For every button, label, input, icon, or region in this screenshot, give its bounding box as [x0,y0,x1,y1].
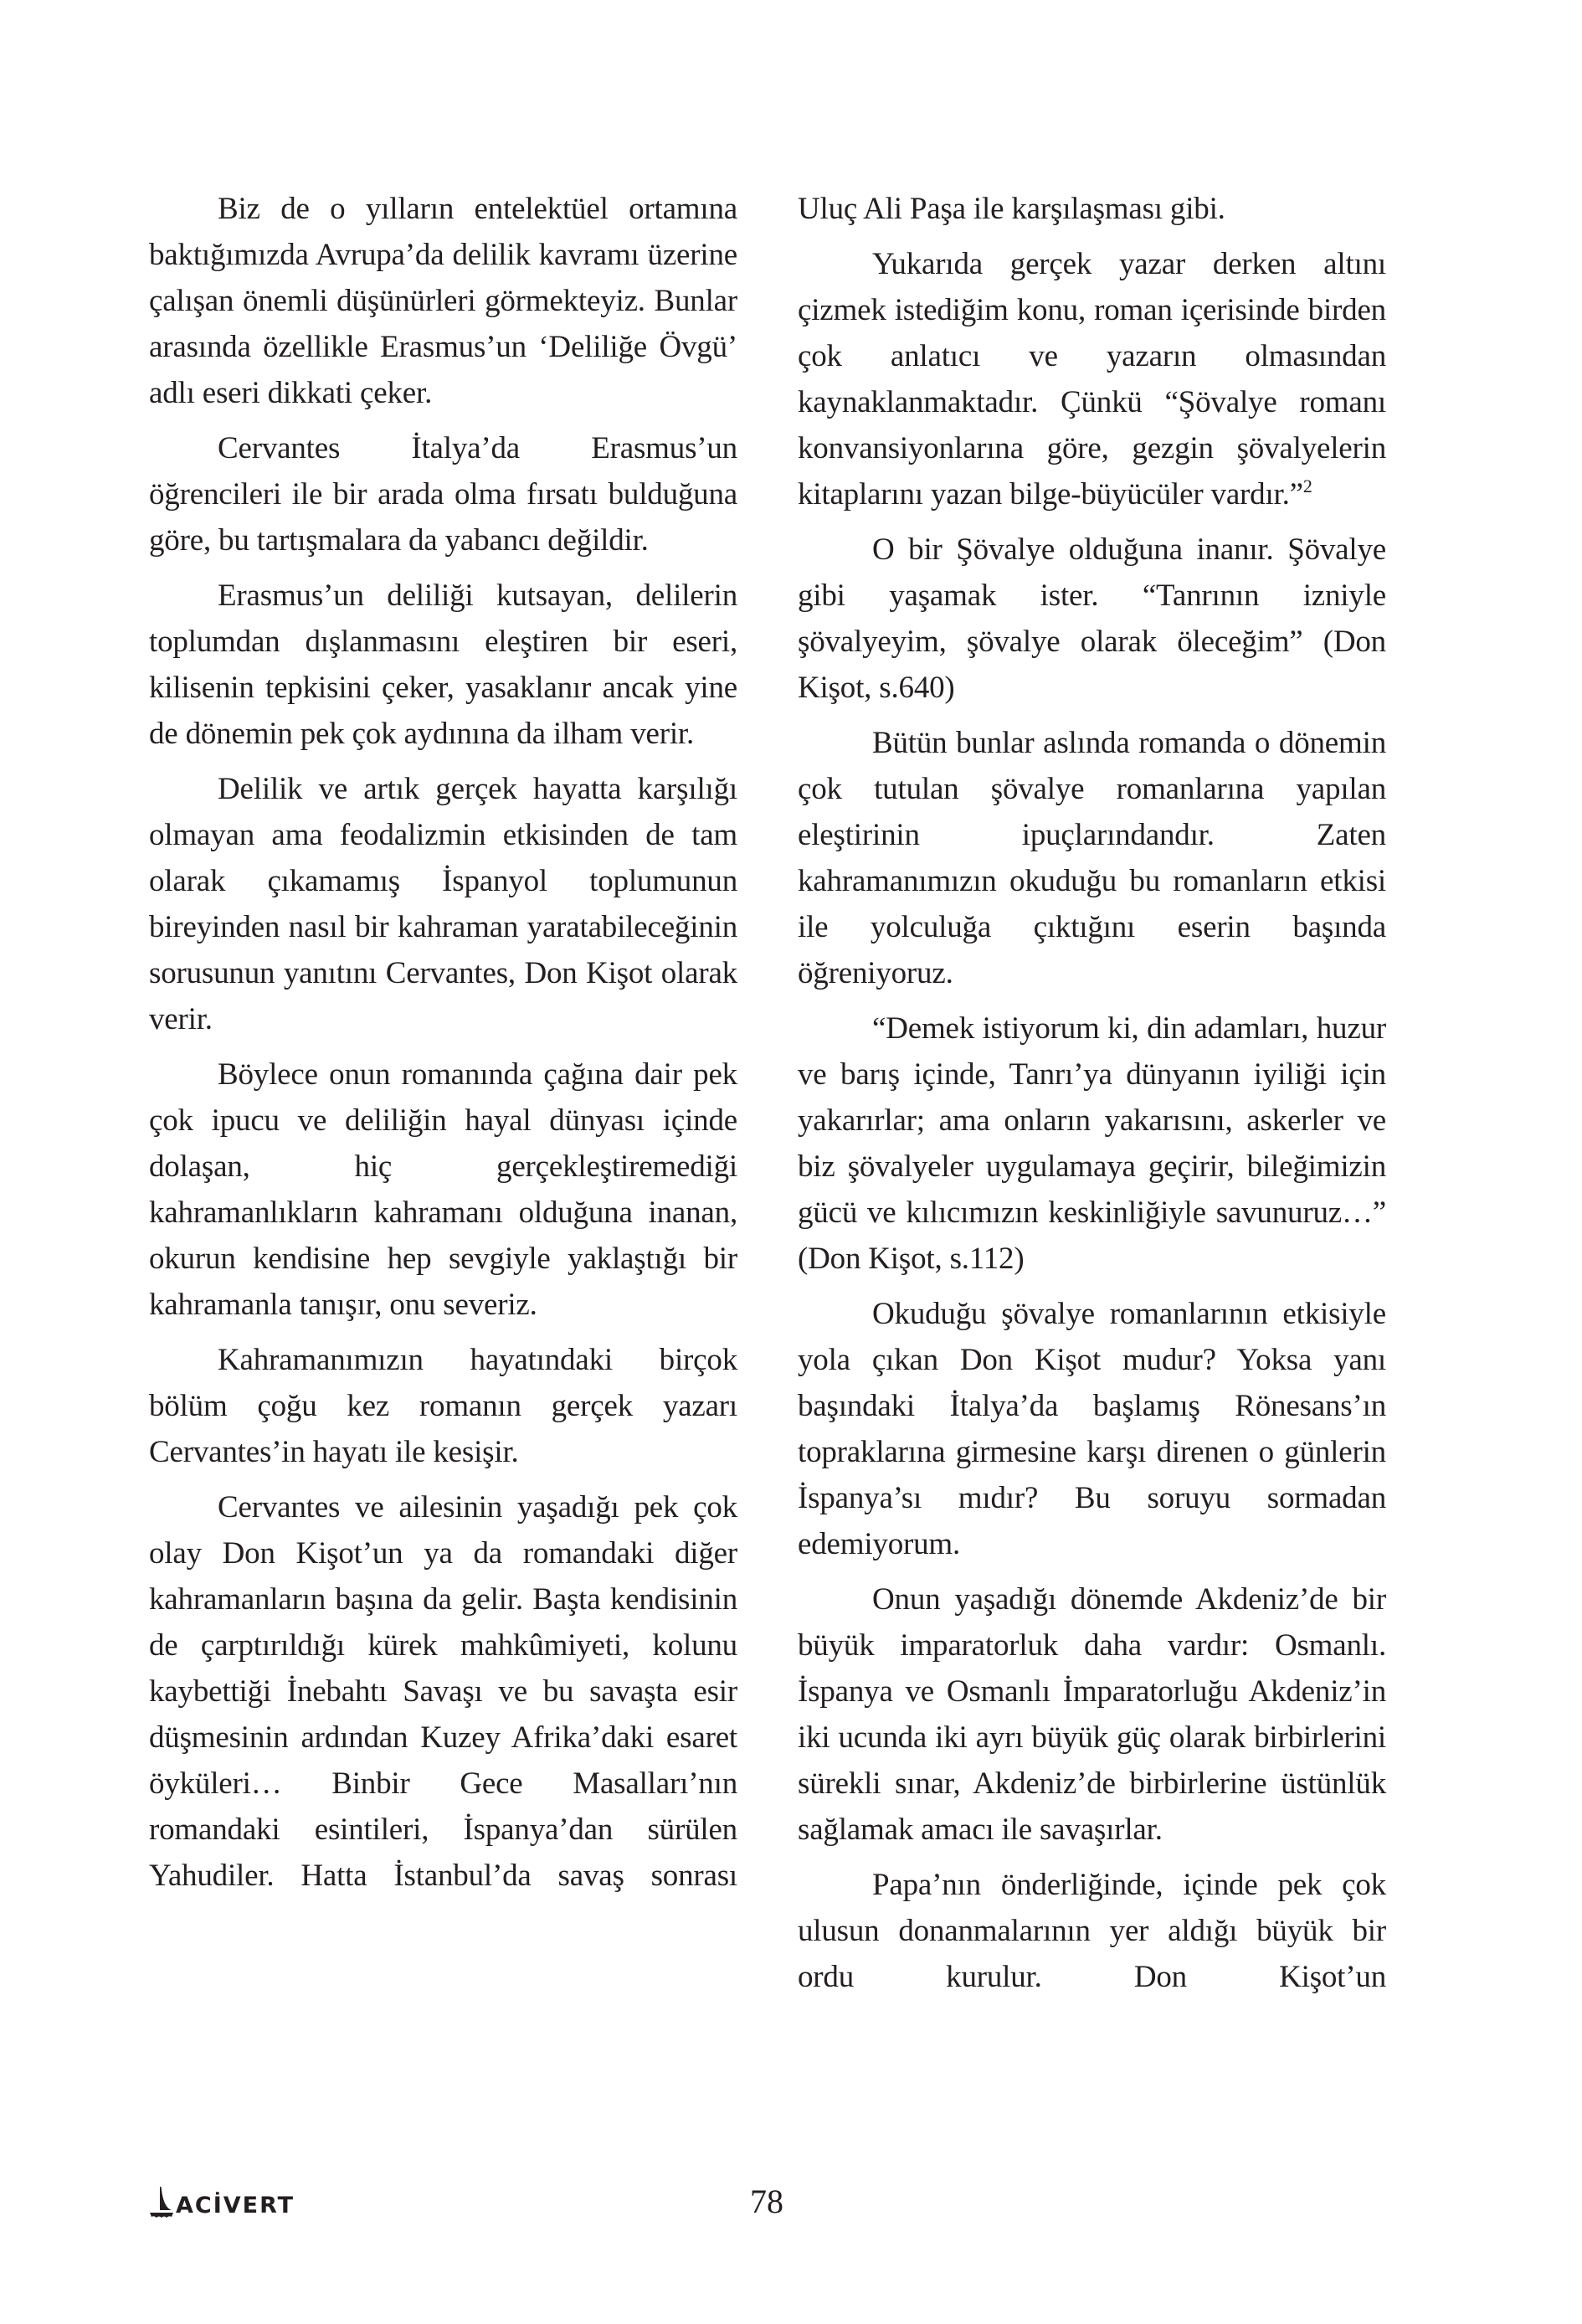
paragraph: Bütün bunlar aslında romanda o dönemin çok tutulan şövalye romanlarına yapılan eleştirinin ipuçlarındandır. Zaten kahramanımızın okuduğu bu romanların etkisi ile yolculuğa çıktığını eserin başında öğreniyoruz. [798,726,1386,990]
paragraph: Papa’nın önderliğinde, içinde pek çok ulusun donanmalarının yer aldığı büyük bir ordu kurulur. Don Kişot’un [798,1868,1386,1994]
footnote-marker: 2 [1302,476,1312,496]
paragraph-with-footnote [798,241,1386,517]
sailboat-icon [149,2185,174,2222]
paragraph: O bir Şövalye olduğuna inanır. Şövalye gibi yaşamak ister. “Tanrının izniyle şövalyeyim, şövalye olarak öleceğim” (Don Kişot, s.640) [798,532,1386,705]
paragraph: Delilik ve artık gerçek hayatta karşılığı olmayan ama feodalizmin etkisinden de tam olarak çıkamamış İspanyol toplumunun bireyinden nasıl bir kahraman yaratabileceğinin sorusunun yanıtını Cervantes, Don Kişot olarak verir. [149,772,737,1036]
paragraph: Onun yaşadığı dönemde Akdeniz’de bir büyük imparatorluk daha vardır: Osmanlı. İspanya ve Osmanlı İmparatorluğu Akdeniz’in iki ucunda iki ayrı büyük güç olarak birbirlerini sürekli sınar, Akdeniz’de birbirlerine üstünlük sağlamak amacı ile savaşırlar. [798,1582,1386,1847]
paragraph: Böylece onun romanında çağına dair pek çok ipucu ve deliliğin hayal dünyası içinde dolaşan, hiç gerçekleştiremediği kahramanlıkların kahramanı olduğuna inanan, okurun kendisine hep sevgiyle yaklaştığı bir kahramanla tanışır, onu severiz. [149,1057,737,1322]
paragraph: Erasmus’un deliliği kutsayan, delilerin toplumdan dışlanmasını eleştiren bir eseri, kilisenin tepkisini çeker, yasaklanır ancak yine de dönemin pek çok aydınına da ilham verir. [149,578,737,751]
paragraph: Cervantes ve ailesinin yaşadığı pek çok olay Don Kişot’un ya da romandaki diğer kahramanların başına da gelir. Başta kendisinin de çarptırıldığı kürek mahkûmiyeti, kolunu kaybettiği İnebahtı Savaşı ve bu savaşta esir düşmesinin ardından Kuzey Afrika’daki esaret öyküleri… Binbir Gece Masalları’nın romandaki esintileri, İspanya’dan sürülen Yahudiler. Hatta İstanbul’da savaş sonrası [149,1490,737,1893]
paragraph: Okuduğu şövalye romanlarının etkisiyle yola çıkan Don Kişot mudur? Yoksa yanı başındaki İtalya’da başlamış Rönesans’ın topraklarına girmesine karşı direnen o günlerin İspanya’sı mıdır? Bu soruyu sormadan edemiyorum. [798,1297,1386,1561]
publisher-logo [149,2188,295,2222]
quote-paragraph: “Demek istiyorum ki, din adamları, huzur ve barış içinde, Tanrı’ya dünyanın iyiliği için yakarırlar; ama onların yakarısını, askerler ve biz şövalyeler uygulamaya geçirir, bileğimizin gücü ve kılıcımızın keskinliğiyle savunuruz…” (Don Kişot, s.112) [798,1011,1386,1276]
paragraph: Cervantes İtalya’da Erasmus’un öğrencileri ile bir arada olma fırsatı bulduğuna göre, bu tartışmalara da yabancı değildir. [149,431,737,558]
page-number: 78 [750,2183,783,2220]
paragraph: Kahramanımızın hayatındaki birçok bölüm çoğu kez romanın gerçek yazarı Cervantes’in hayatı ile kesişir. [149,1343,737,1469]
paragraph-text: Yukarıda gerçek yazar derken altını çizmek istediğim konu, roman içerisinde birden çok anlatıcı ve yazarın olmasından kaynaklanmaktadır. Çünkü “Şövalye romanı konvansiyonlarına göre, gezgin şövalyelerin kitaplarını yazan bilge-büyücüler vardır.” [798,247,1386,512]
paragraph: Biz de o yılların entelektüel ortamına baktığımızda Avrupa’da delilik kavramı üzerine çalışan önemli düşünürleri görmekteyiz. Bunlar arasında özellikle Erasmus’un ‘Deliliğe Övgü’ adlı eseri dikkati çeker. [149,192,737,410]
right-text-column [798,186,1386,2009]
left-text-column [149,186,737,1908]
publisher-name: ACİVERT [176,2193,295,2219]
paragraph: Uluç Ali Paşa ile karşılaşması gibi. [798,192,1225,226]
